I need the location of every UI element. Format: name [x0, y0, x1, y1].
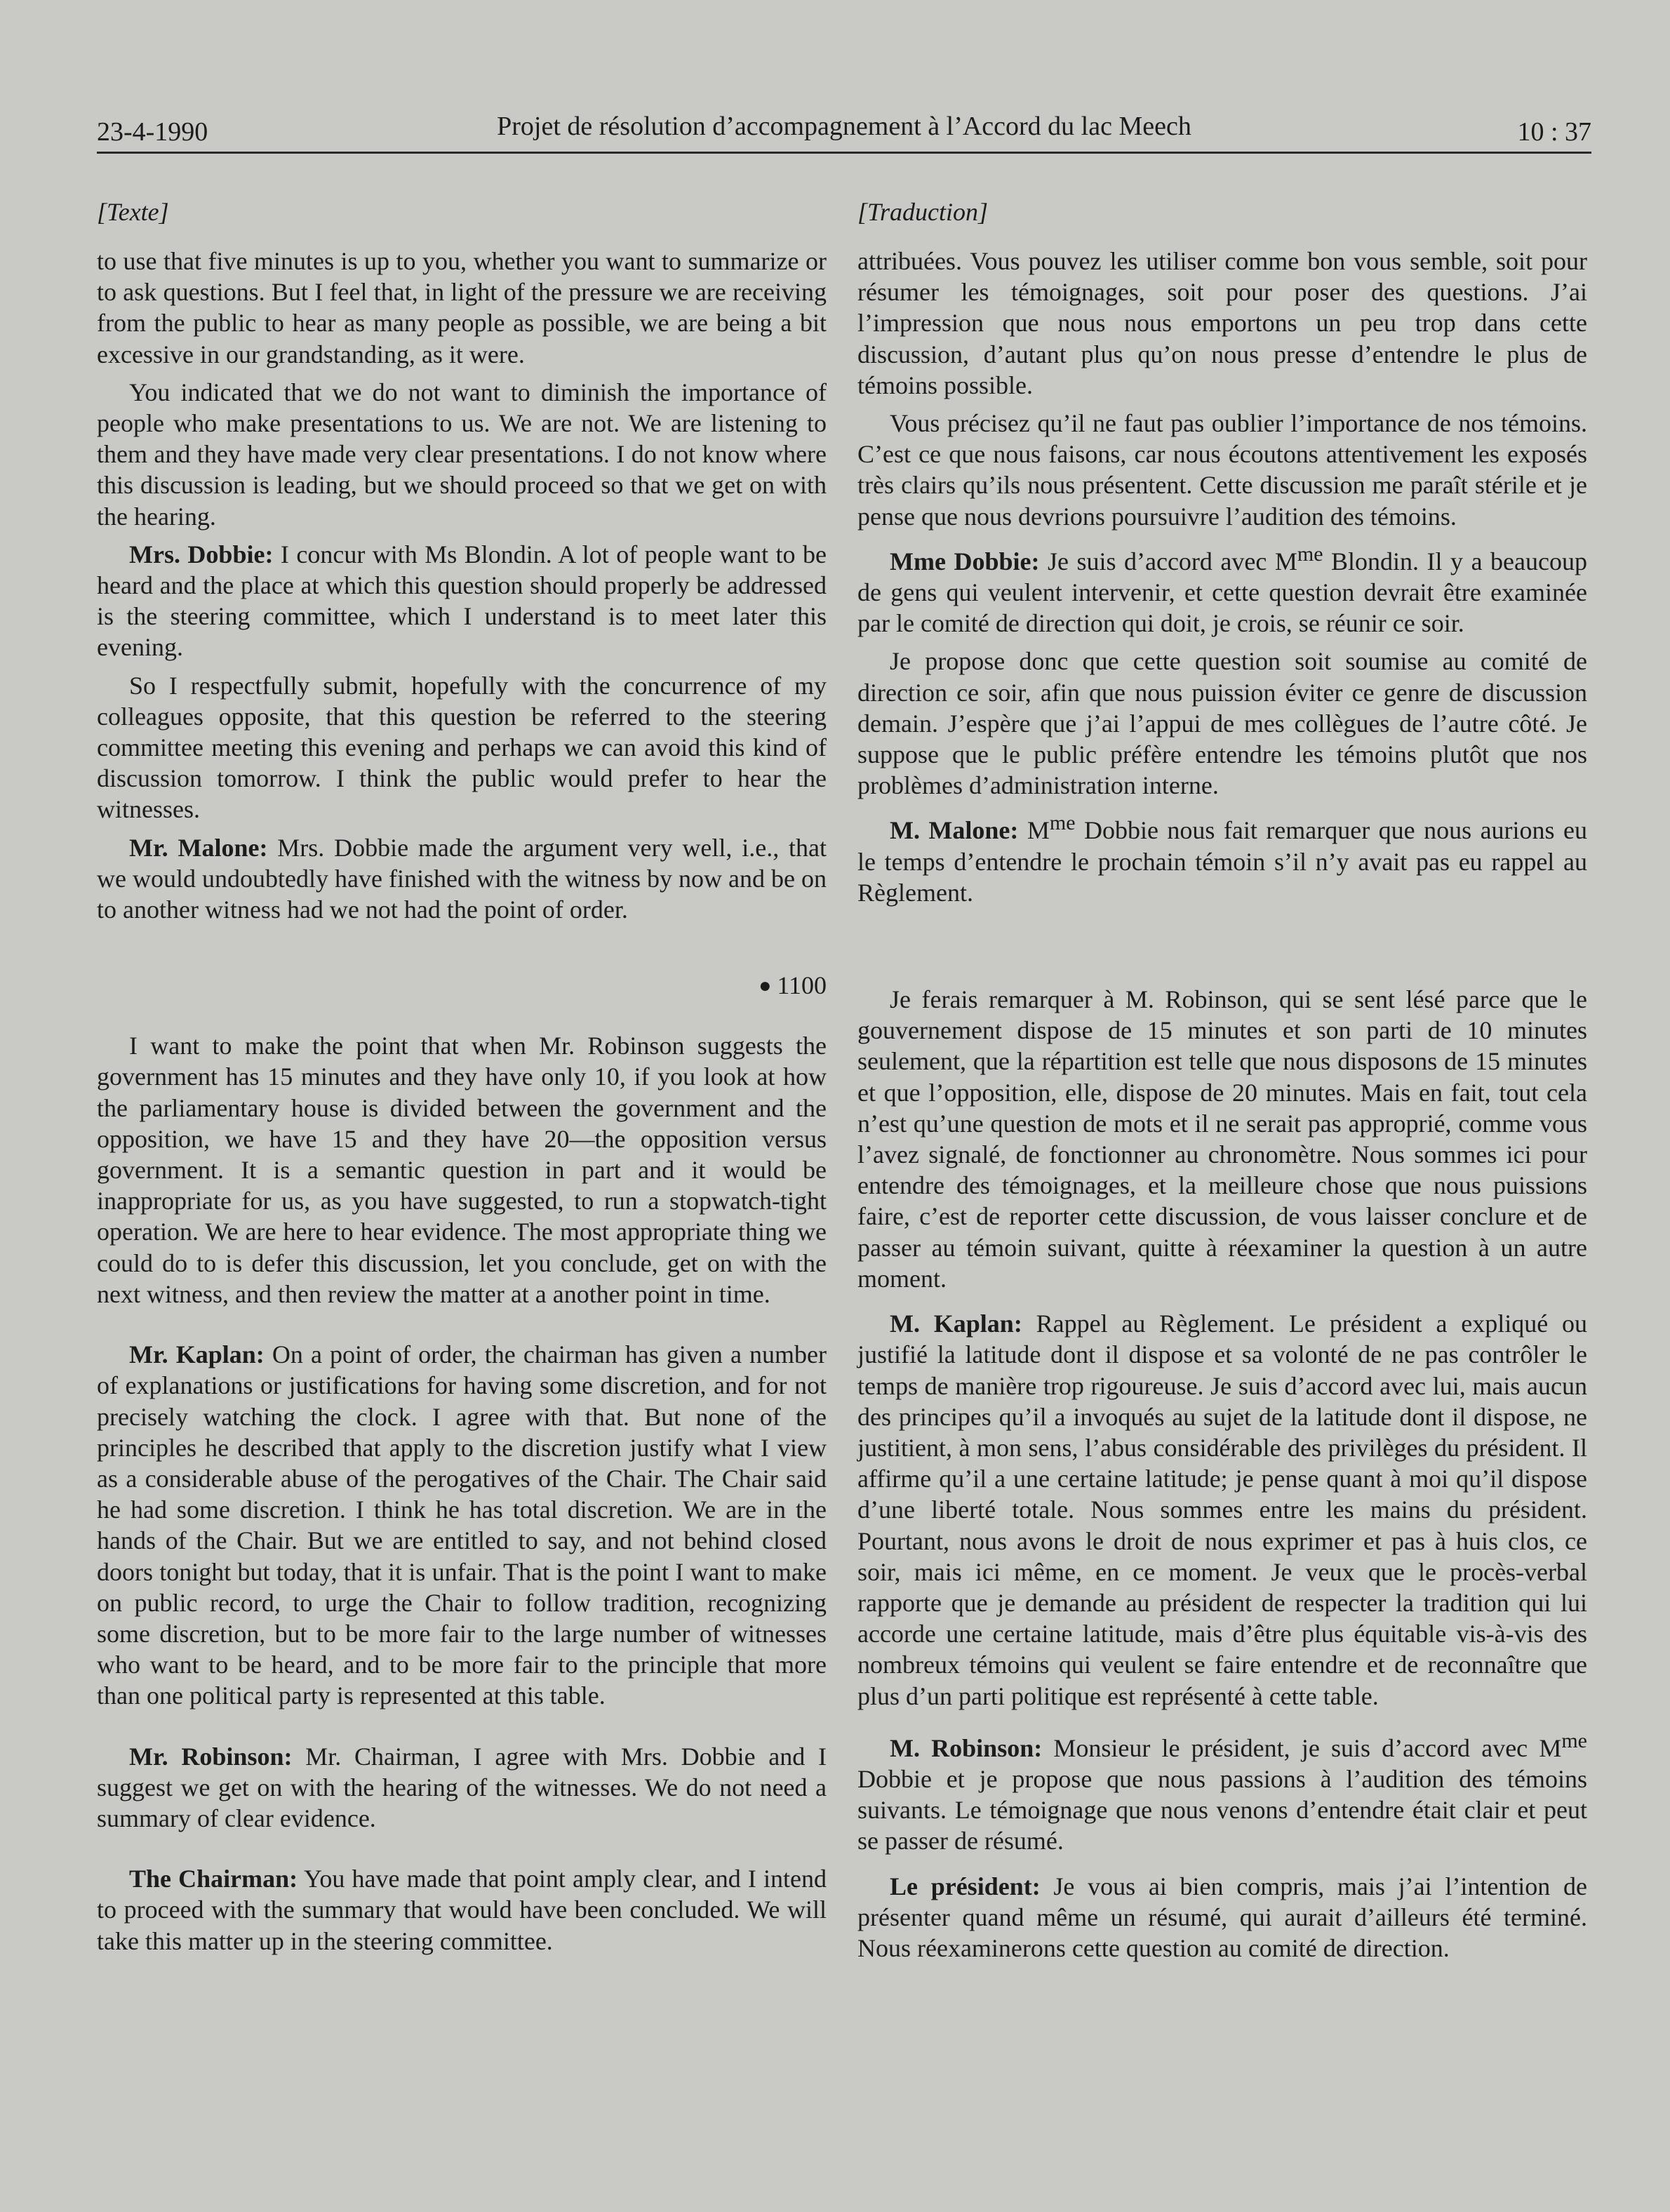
superscript: me [1561, 1728, 1587, 1752]
paragraph: Je propose donc que cette question soit soumise au comité de direction ce soir, afin que nous puission éviter ce genre de discussion demain. J’espère que j’ai l’appui de mes collègues de l’autre côté. Je suppose que le public préfère entendre les témoins plutôt que nos problèmes d’administration interne. [857, 647, 1587, 800]
speaker-name: M. Kaplan: [890, 1310, 1022, 1338]
speech-text: Dobbie nous fait remarquer que nous aurions eu le temps d’entendre le prochain témoin s’il n’y avait pas eu rappel au Règlement. [857, 816, 1587, 907]
paragraph: You indicated that we do not want to diminish the importance of people who make presentations to us. We are not. We are listening to them and they have made very clear presentations. I do not know where this discussion is leading, but we should proceed so that we get on with the hearing. [97, 378, 827, 531]
french-column [857, 196, 1587, 1964]
speech-paragraph [97, 832, 827, 926]
speaker-name: Mr. Kaplan: [129, 1340, 265, 1369]
speaker-name: Le président: [890, 1872, 1041, 1900]
speech-text: I concur with Ms Blondin. A lot of people want to be heard and the place at which this question should properly be addressed is the steering committee, which I understand is to meet later this evening. [97, 540, 827, 662]
speech-paragraph [857, 1871, 1587, 1964]
speech-text: Mr. Chairman, I agree with Mrs. Dobbie and I suggest we get on with the hearing of the witnesses. We do not need a summary of clear evidence. [97, 1742, 827, 1832]
speech-text: Rappel au Règlement. Le président a expliqué ou justifié la latitude dont il dispose et sa volonté de ne pas contrôler le temps de manière trop rigoureuse. Je suis d’accord avec lui, mais aucun des principes qu’il a invoqués au sujet de la latitude dont il dispose, ne justitient, à mon sens, l’abus considérable des privilèges du président. Il affirme qu’il a une certaine latitude; je pense quant à moi qu’il dispose d’une liberté totale. Nous sommes entre les mains du président. Pourtant, nous avons le droit de nous exprimer et pas à huis clos, ce soir, mais ici même, en ce moment. Je veux que le procès-verbal rapporte que je demande au président de respecter la tradition qui lui accorde une certaine latitude, mais d’être plus équitable vis-à-vis des nombreux témoins qui veulent se faire entendre et de reconnaître que plus d’un parti politique est représenté à cette table. [857, 1310, 1588, 1710]
speaker-name: The Chairman: [129, 1865, 298, 1893]
paragraph: I want to make the point that when Mr. Robinson suggests the government has 15 minutes and they have only 10, if you look at how the parliamentary house is divided between the government and the opposition, we have 15 and they have 20—the opposition versus government. It is a semantic question in part and it would be inappropriate for us, as you have suggested, to run a stopwatch-tight operation. We are here to hear evidence. The most appropriate thing we could do to is defer this discussion, let you conclude, get on with the next witness, and then review the matter at a another point in time. [97, 1032, 827, 1308]
speech-text: Je vous ai bien compris, mais j’ai l’intention de présenter quand même un résumé, qui aurait d’ailleurs été terminé. Nous réexaminerons cette question au comité de direction. [857, 1872, 1588, 1962]
speech-paragraph [857, 539, 1587, 639]
superscript: me [1049, 811, 1076, 835]
speaker-name: M. Robinson: [890, 1733, 1043, 1762]
speech-text: Je suis d’accord avec M [1039, 547, 1297, 575]
header-date: 23-4-1990 [97, 117, 208, 147]
speaker-name: Mr. Malone: [129, 833, 268, 862]
speech-text: Mrs. Dobbie made the argument very well, i.e., that we would undoubtedly have finished with the witness by now and be on to another witness had we not had the point of order. [97, 833, 827, 924]
speaker-name: M. Malone: [890, 816, 1019, 845]
speech-paragraph [97, 1863, 827, 1957]
speech-paragraph [857, 1308, 1587, 1712]
speaker-name: Mrs. Dobbie: [129, 540, 274, 568]
speech-text: Monsieur le président, je suis d’accord avec M [1042, 1733, 1562, 1762]
bullet-icon: ● [759, 974, 772, 998]
page-number: 10 : 37 [1517, 117, 1591, 147]
speaker-name: Mr. Robinson: [129, 1742, 293, 1771]
speech-paragraph [97, 1741, 827, 1834]
speech-paragraph [857, 1726, 1587, 1857]
paragraph: Vous précisez qu’il ne faut pas oublier l’importance de nos témoins. C’est ce que nous faisons, car nous écoutons attentivement les exposés très clairs qu’ils nous présentent. Cette discussion me paraît stérile et je pense que nous devrions poursuivre l’audition des témoins. [857, 409, 1587, 531]
running-header [97, 105, 1591, 154]
speech-text: Blondin. Il y a beaucoup de gens qui veulent intervenir, et cette question devrait être examinée par le comité de direction qui doit, je crois, se réunir ce soir. [857, 547, 1587, 638]
speech-text: You have made that point amply clear, and I intend to proceed with the summary that would have been concluded. We will take this matter up in the steering committee. [97, 1865, 827, 1955]
speaker-name: Mme Dobbie: [890, 547, 1040, 575]
english-column [97, 196, 827, 1957]
speech-text: M [1018, 816, 1050, 845]
header-title: Projet de résolution d’accompagnement à l’Accord du lac Meech [497, 112, 1191, 141]
column-label-texte: [Texte] [97, 198, 169, 226]
speech-paragraph [97, 1339, 827, 1711]
time-marker-value: 1100 [777, 971, 827, 1000]
paragraph: attribuées. Vous pouvez les utiliser comme bon vous semble, soit pour résumer les témoignages, soit pour poser des questions. J’ai l’impression que nous nous emportons un peu trop dans cette discussion, d’autant plus qu’on nous presse d’entendre le plus de témoins possible. [857, 247, 1587, 399]
time-marker [97, 970, 827, 1001]
paragraph: Je ferais remarquer à M. Robinson, qui se sent lésé parce que le gouvernement dispose de 15 minutes et son parti de 10 minutes seulement, que la répartition est telle que nous disposons de 15 minutes et que l’opposition, elle, dispose de 20 minutes. Mais en fait, tout cela n’est qu’une question de mots et il ne serait pas approprié, comme vous l’avez signalé, de fonctionner au chronomètre. Nous sommes ici pour entendre des témoignages, et la meilleure chose que nous puissions faire, c’est de reporter cette discussion, de vous laisser conclure et de passer au témoin suivant, quitte à réexaminer la question à un autre moment. [857, 985, 1587, 1293]
paragraph: So I respectfully submit, hopefully with the concurrence of my colleagues opposite, that this question be referred to the steering committee meeting this evening and perhaps we can avoid this kind of discussion tomorrow. I think the public would prefer to hear the witnesses. [97, 671, 827, 824]
speech-paragraph [857, 808, 1587, 908]
paragraph: to use that five minutes is up to you, whether you want to summarize or to ask questions. But I feel that, in light of the pressure we are receiving from the public to hear as many people as possible, we are being a bit excessive in our grandstanding, as it were. [97, 247, 827, 368]
speech-paragraph [97, 539, 827, 663]
speech-text: On a point of order, the chairman has given a number of explanations or justifications for having some discretion, and for not precisely watching the clock. I agree with that. But none of the principles he described that apply to the discretion justify what I view as a considerable abuse of the perogatives of the Chair. The Chair said he had some discretion. I think he has total discretion. We are in the hands of the Chair. But we are entitled to say, and not behind closed doors tonight but today, that it is unfair. That is the point I want to make on public record, to urge the Chair to follow tradition, recognizing some discretion, but to be more fair to the large number of witnesses who want to be heard, and to be more fair to the principle that more than one political party is represented at this table. [97, 1340, 827, 1710]
speech-text: Dobbie et je propose que nous passions à l’audition des témoins suivants. Le témoignage que nous venons d’entendre était clair et peut se passer de résumé. [857, 1764, 1587, 1855]
superscript: me [1297, 542, 1323, 566]
column-label-traduction: [Traduction] [857, 198, 989, 226]
